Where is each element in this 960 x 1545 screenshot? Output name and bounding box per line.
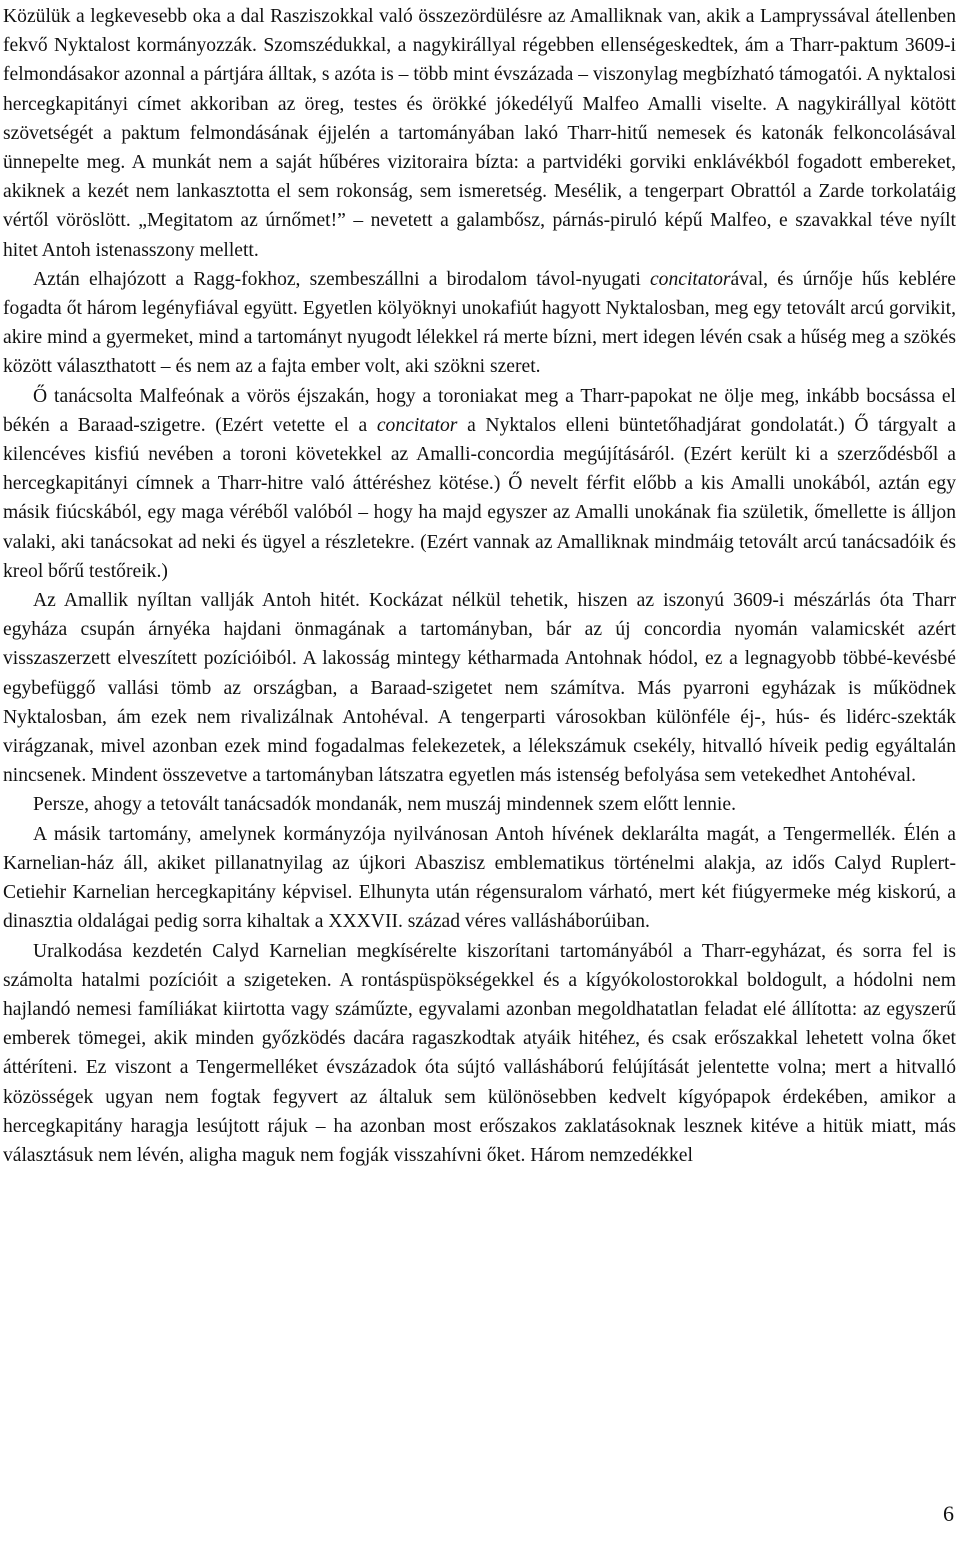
paragraph-text: Persze, ahogy a tetovált tanácsadók mondanák, nem muszáj mindennek szem előtt lennie.: [33, 794, 736, 816]
paragraph-text: Aztán elhajózott a Ragg-fokhoz, szembeszállni a birodalom távol-nyugati: [33, 268, 650, 290]
paragraph-text: Ő tanácsolta Malfeónak a vörös éjszakán, hogy a toroniakat meg a Tharr-papokat ne ölje meg, inkább bocsássa el békén a Baraad-szigetre. (Ezért vetette el a: [3, 385, 956, 436]
italic-term: concitator: [649, 268, 731, 290]
paragraph-text: Közülük a legkevesebb oka a dal Rasziszokkal való összezördülésre az Amalliknak van, akik a Lampryssával átellenben fekvő Nyktalost kormányozzák. Szomszédukkal, a nagykirállyal régebben ellenségeskedtek, ám a Tharr-paktum 3609-i felmondásakor azonnal a pártjára álltak, s azóta is – több mint évszázada – viszonylag megbízható támogatói. A nyktalosi hercegkapitányi címet akkoriban az öreg, testes és örökké jókedélyű Malfeo Amalli viselte. A nagykirállyal kötött szövetségét a paktum felmondásának éjjelén a tartományában lakó Tharr-hitű nemesek és katonák felkoncolásával ünnepelte meg. A munkát nem a saját hűbéres vizitoraira bízta: a partvidéki gorviki enklávékból fogadott embereket, akiknek a kezét nem lankasztotta el sem rokonság, sem ismeretség. Mesélik, a tengerpart Obrattól a Zarde torkolatáig vértől vöröslött. „Megitatom az úrnőmet!” – nevetett a galambősz, párnás-piruló képű Malfeo, e szavakkal téve nyílt hitet Antoh istenasszony mellett.: [3, 6, 956, 261]
paragraph: [3, 382, 956, 586]
italic-term: concitator: [376, 414, 458, 436]
paragraph-text: Az Amallik nyíltan vallják Antoh hitét. Kockázat nélkül tehetik, hiszen az iszonyú 3609-i mészárlás óta Tharr egyháza csupán árnyéka hajdani önmagának a tartományban, bár az új concordia nyomán valamicskét azért visszaszerzett elveszített pozícióiból. A lakosság mintegy kétharmada Antohnak hódol, ez a legnagyobb többé-kevésbé egybefüggő vallási tömb az országban, a Baraad-szigetet nem számítva. Más pyarroni egyházak is működnek Nyktalosban, ám ezek nem rivalizálnak Antohéval. A tengerparti városokban különféle éj-, hús- és lidérc-szekták virágzanak, mivel azonban ezek mind fogadalmas felekezetek, a lélekszámuk csekély, hitvalló híveik pedig egyáltalán nincsenek. Mindent összevetve a tartományban látszatra egyetlen más istenség befolyása sem vetekedhet Antohéval.: [3, 590, 956, 787]
paragraph-text: a Nyktalos elleni büntetőhadjárat gondolatát.) Ő tárgyalt a kilencéves kisfiú nevében a toroni követekkel az Amalli-concordia megújításáról. (Ezért került ki a szerződésből a hercegkapitányi címnek a Tharr-hitre való áttéréshez kötése.) Ő nevelt férfit előbb a kis Amalli unokából, aztán egy másik fiúcskából, egy maga véréből valóból – hogy ha majd egyszer az Amalli unokának fia születik, őmellette is álljon valaki, aki tanácsokat ad neki és ügyel a részletekre. (Ezért vannak az Amalliknak mindmáig tetovált arcú tanácsadóik és kreol bőrű testőreik.): [3, 414, 956, 582]
paragraph: [3, 265, 956, 382]
paragraph: [3, 2, 956, 265]
paragraph-text: ával, és úrnője hűs keblére fogadta őt három legényfiával együtt. Egyetlen kölyöknyi unokafiút hagyott Nyktalosban, meg egy tetovált arcú gorvikit, akire mind a gyermeket, mind a tartományt nyugodt lélekkel rá merte bízni, mert idegen lévén csak a hűség meg a szökés között választhatott – és nem az a fajta ember volt, aki szökni szeret.: [3, 268, 956, 378]
paragraph-text: Uralkodása kezdetén Calyd Karnelian megkísérelte kiszorítani tartományából a Tharr-egyházat, és sorra fel is számolta hatalmi pozícióit a szigeteken. A rontáspüspökségekkel és a kígyókolostorokkal boldogult, a hódolni nem hajlandó nemesi famíliákat kiirtotta vagy száműzte, egyvalami azonban megoldhatatlan feladat elé állította: az egyszerű emberek tömegei, akik minden győzködés dacára ragaszkodtak atyáik hitéhez, és csak erőszakkal lehetett volna őket áttéríteni. Ez viszont a Tengermelléket évszázadok óta sújtó vallásháború felújítását jelentette volna; mert a hitvalló közösségek ugyan nem fogtak fegyvert az általuk sem különösebben kedvelt kígyópapok érdekében, amikor a hercegkapitány haragja lesújtott rájuk – ha azonban most erőszakos zaklatásoknak lesznek kitéve a hitük miatt, más választásuk nem lévén, aligha maguk nem fogják visszahívni őket. Három nemzedékkel: [3, 940, 956, 1166]
document-body: [3, 2, 956, 1170]
page-number: 6: [943, 1501, 954, 1526]
paragraph: [3, 937, 956, 1171]
paragraph: [3, 820, 956, 937]
paragraph-text: A másik tartomány, amelynek kormányzója nyilvánosan Antoh hívének deklarálta magát, a Tengermellék. Élén a Karnelian-ház áll, akiket pillanatnyilag az újkori Abaszisz emblematikus történelmi alakja, az idős Calyd Ruplert-Cetiehir Karnelian hercegkapitány képvisel. Elhunyta után régensuralom várható, mert két fiúgyermeke még kiskorú, a dinasztia oldalágai pedig sorra kihaltak a XXXVII. század véres vallásháborúiban.: [3, 823, 956, 933]
paragraph: [3, 586, 956, 790]
paragraph: [3, 790, 956, 819]
